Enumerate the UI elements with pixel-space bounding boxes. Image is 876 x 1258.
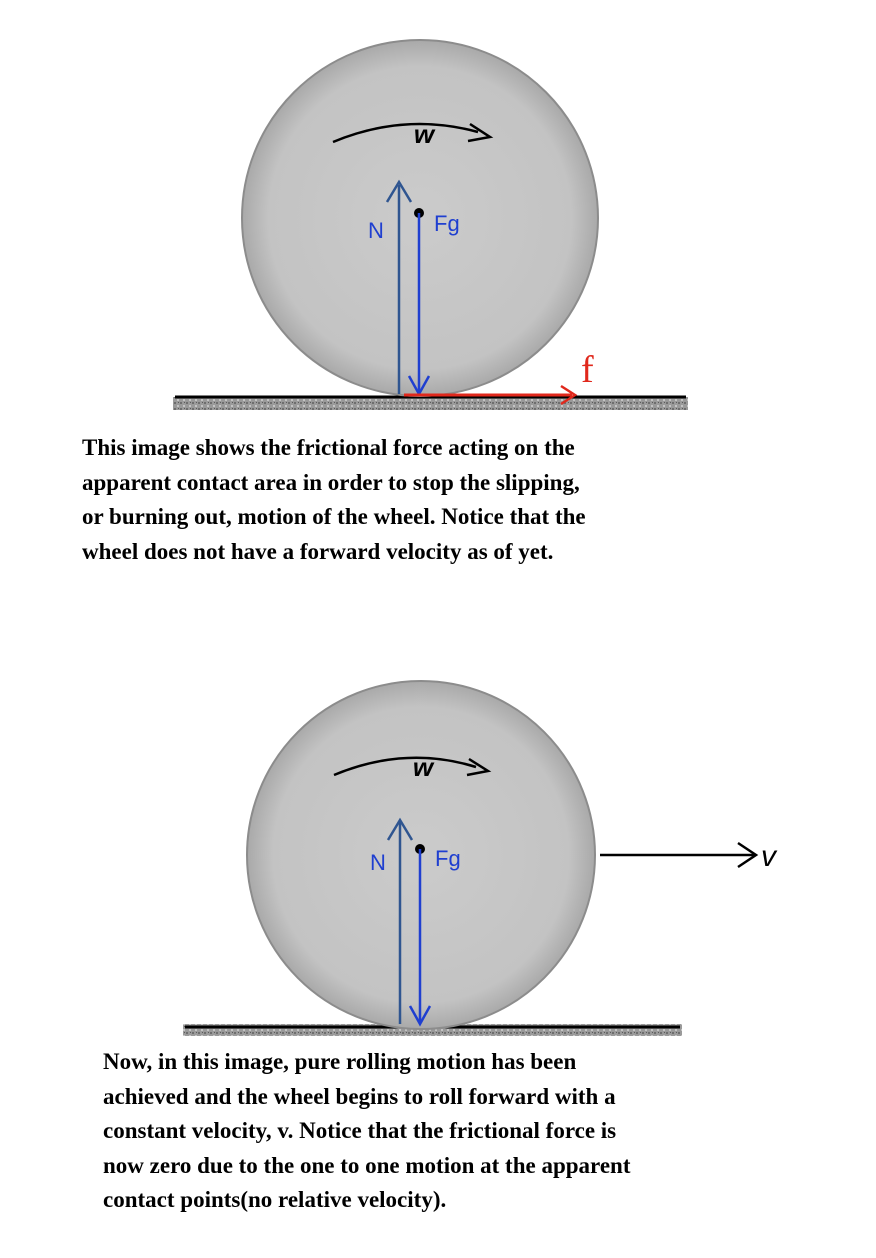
velocity-label-2: v bbox=[761, 840, 776, 873]
ground-surface-1 bbox=[173, 397, 688, 410]
caption-1-line-2: apparent contact area in order to stop the slipping, bbox=[82, 469, 580, 495]
caption-1-line-4: wheel does not have a forward velocity as of yet. bbox=[82, 538, 554, 564]
friction-force-label-1: f bbox=[581, 349, 594, 391]
caption-2-line-2: achieved and the wheel begins to roll forward with a bbox=[103, 1083, 616, 1109]
caption-2-line-3: constant velocity, v. Notice that the frictional force is bbox=[103, 1118, 617, 1143]
omega-label-2: w bbox=[412, 752, 434, 782]
caption-2-line-1: Now, in this image, pure rolling motion has been bbox=[103, 1049, 577, 1074]
omega-label-1: w bbox=[413, 119, 435, 149]
gravity-force-label-2: Fg bbox=[435, 846, 461, 871]
caption-2-line-5: contact points(no relative velocity). bbox=[103, 1187, 447, 1212]
caption-1-line-3: or burning out, motion of the wheel. Notice that the bbox=[82, 504, 586, 529]
diagram-2 bbox=[183, 681, 778, 1036]
caption-1-line-1: This image shows the frictional force acting on the bbox=[82, 435, 575, 460]
diagram-1 bbox=[173, 40, 688, 410]
caption-2-line-4: now zero due to the one to one motion at the apparent bbox=[103, 1152, 631, 1178]
velocity-arrow-2 bbox=[600, 843, 756, 867]
normal-force-label-2: N bbox=[370, 850, 386, 875]
normal-force-label-1: N bbox=[368, 218, 384, 243]
caption-2 bbox=[103, 1045, 630, 1218]
gravity-force-label-1: Fg bbox=[434, 211, 460, 236]
caption-1 bbox=[82, 431, 586, 569]
